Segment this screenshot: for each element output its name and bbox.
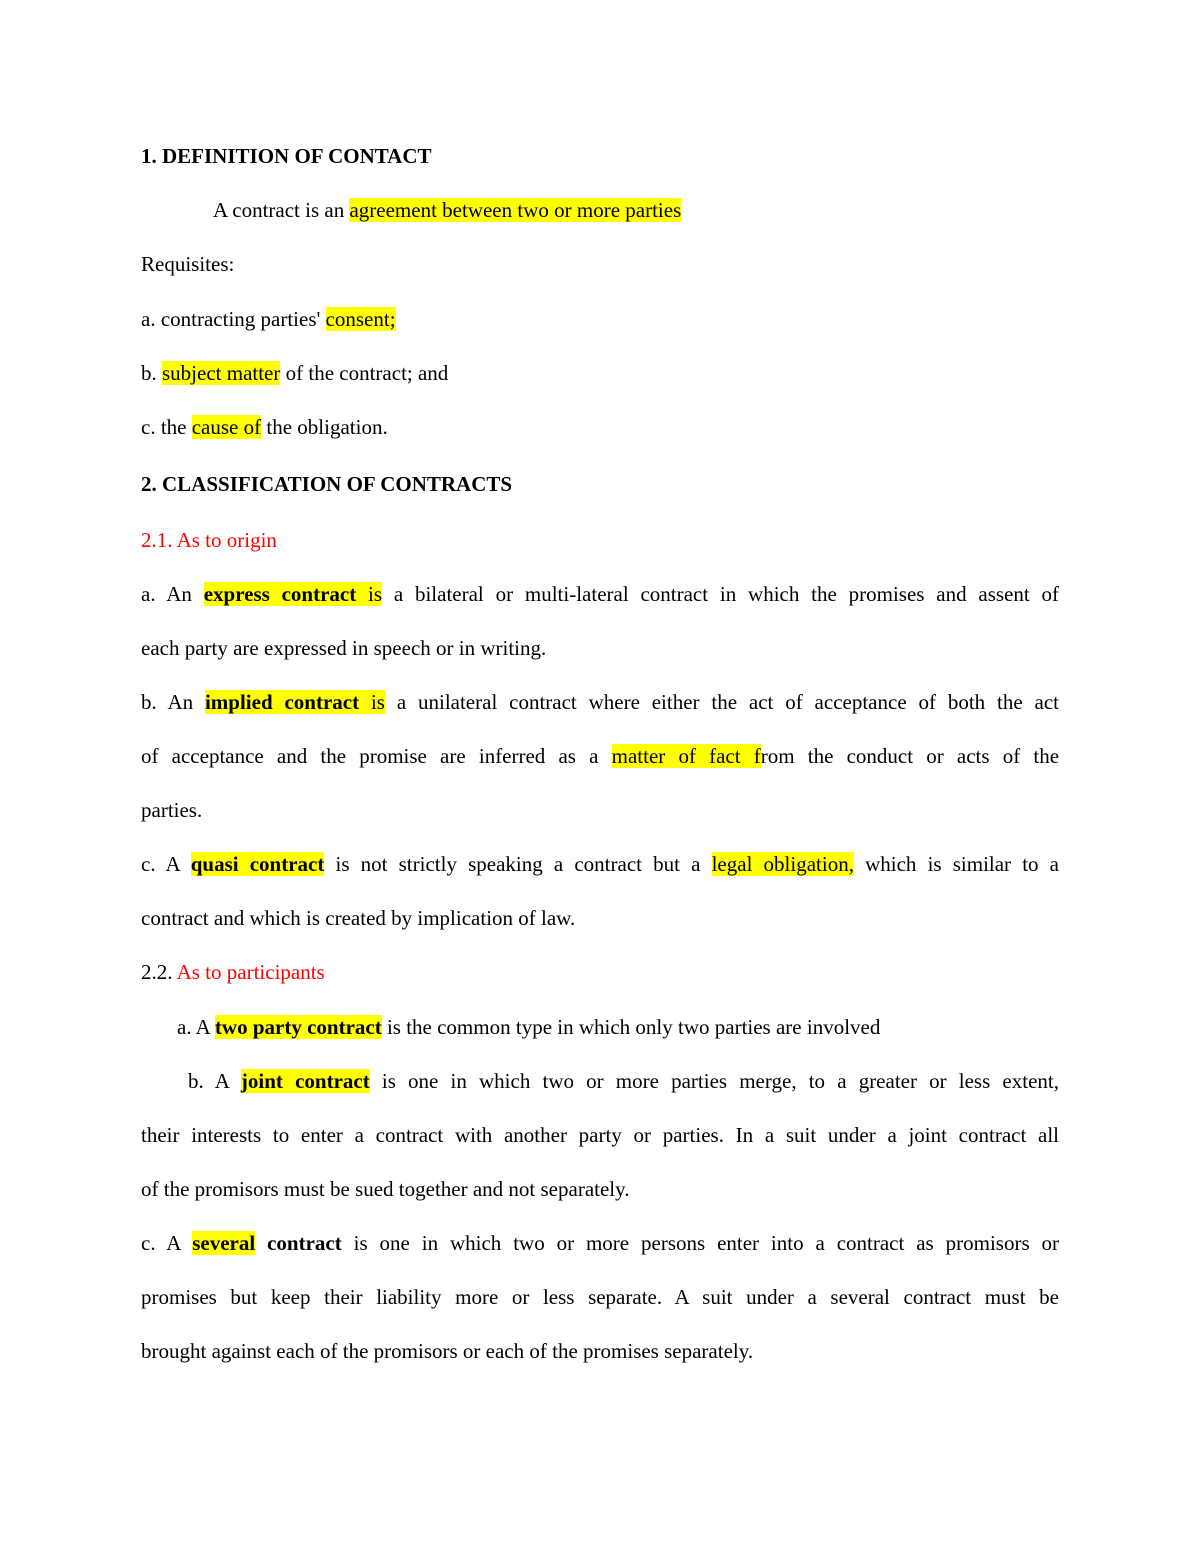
joint-prefix: b. A — [188, 1069, 241, 1093]
implied-text: a unilateral contract where either the act of acceptance of both the act — [384, 690, 1059, 714]
express-text: a bilateral or multi-lateral contract in which the promises and assent of — [382, 582, 1059, 606]
subheading-origin: 2.1. As to origin — [141, 528, 277, 552]
implied-l2-highlight: matter of fact f — [611, 744, 761, 768]
subheading-participants-number: 2.2. — [141, 960, 177, 984]
express-contract-line-1 — [141, 581, 1059, 607]
implied-contract-line-1 — [141, 689, 1059, 715]
requisite-c-prefix: c. the — [141, 415, 192, 439]
implied-l2-text: rom the conduct or acts of the — [760, 744, 1060, 768]
quasi-highlight: legal obligation, — [711, 852, 854, 876]
requisite-a — [141, 306, 396, 332]
definition-highlight: agreement between two or more parties — [349, 198, 682, 222]
section-1-heading: 1. DEFINITION OF CONTACT — [141, 144, 432, 168]
joint-contract-line-3: of the promisors must be sued together and not separately. — [141, 1177, 630, 1201]
express-contract-line-2: each party are expressed in speech or in writing. — [141, 636, 547, 660]
requisite-a-text: a. contracting parties' — [141, 307, 326, 331]
requisite-c — [141, 414, 388, 440]
definition-text: A contract is an — [213, 198, 350, 222]
implied-term: implied contract — [204, 690, 360, 714]
implied-prefix: b. An — [141, 690, 205, 714]
several-contract-line-1 — [141, 1230, 1059, 1256]
several-text: is one in which two or more persons enter into a contract as promisors or — [341, 1231, 1059, 1255]
several-term: several — [192, 1231, 256, 1255]
express-term: express contract — [203, 582, 357, 606]
two-party-prefix: a. A — [177, 1015, 215, 1039]
requisite-b-prefix: b. — [141, 361, 162, 385]
joint-contract-line-1 — [188, 1068, 1059, 1094]
several-contract-line-3: brought against each of the promisors or each of the promises separately. — [141, 1339, 754, 1363]
joint-term: joint contract — [240, 1069, 370, 1093]
quasi-term: quasi contract — [190, 852, 325, 876]
requisite-b — [141, 360, 448, 386]
subheading-participants — [141, 959, 325, 985]
section-2-heading: 2. CLASSIFICATION OF CONTRACTS — [141, 472, 513, 496]
quasi-text: which is similar to a — [853, 852, 1060, 876]
implied-hl-tail: is — [359, 690, 385, 714]
two-party-text: is the common type in which only two parties are involved — [381, 1015, 881, 1039]
express-hl-tail: is — [356, 582, 383, 606]
requisites-label: Requisites: — [141, 252, 235, 276]
express-prefix: a. An — [141, 582, 204, 606]
joint-contract-line-2: their interests to enter a contract with another party or parties. In a suit under a joint contract all — [141, 1123, 1059, 1147]
two-party-term: two party contract — [214, 1015, 382, 1039]
quasi-mid: is not strictly speaking a contract but a — [324, 852, 712, 876]
two-party-contract — [177, 1014, 880, 1040]
requisite-a-highlight: consent; — [325, 307, 396, 331]
implied-contract-line-3: parties. — [141, 798, 203, 822]
requisite-b-highlight: subject matter — [162, 361, 281, 385]
contract-definition — [213, 197, 681, 223]
implied-contract-line-2 — [141, 743, 1059, 769]
implied-l2-prefix: of acceptance and the promise are inferred as a — [141, 744, 612, 768]
requisite-c-highlight: cause of — [191, 415, 262, 439]
requisite-c-text: the obligation. — [261, 415, 388, 439]
several-contract-line-2: promises but keep their liability more or less separate. A suit under a several contract must be — [141, 1285, 1059, 1309]
quasi-contract-line-1 — [141, 851, 1059, 877]
several-term-2: contract — [255, 1231, 342, 1255]
joint-text: is one in which two or more parties merge, to a greater or less extent, — [369, 1069, 1059, 1093]
several-prefix: c. A — [141, 1231, 193, 1255]
quasi-prefix: c. A — [141, 852, 191, 876]
subheading-participants-text: As to participants — [176, 960, 325, 984]
requisite-b-text: of the contract; and — [280, 361, 449, 385]
quasi-contract-line-2: contract and which is created by implication of law. — [141, 906, 576, 930]
